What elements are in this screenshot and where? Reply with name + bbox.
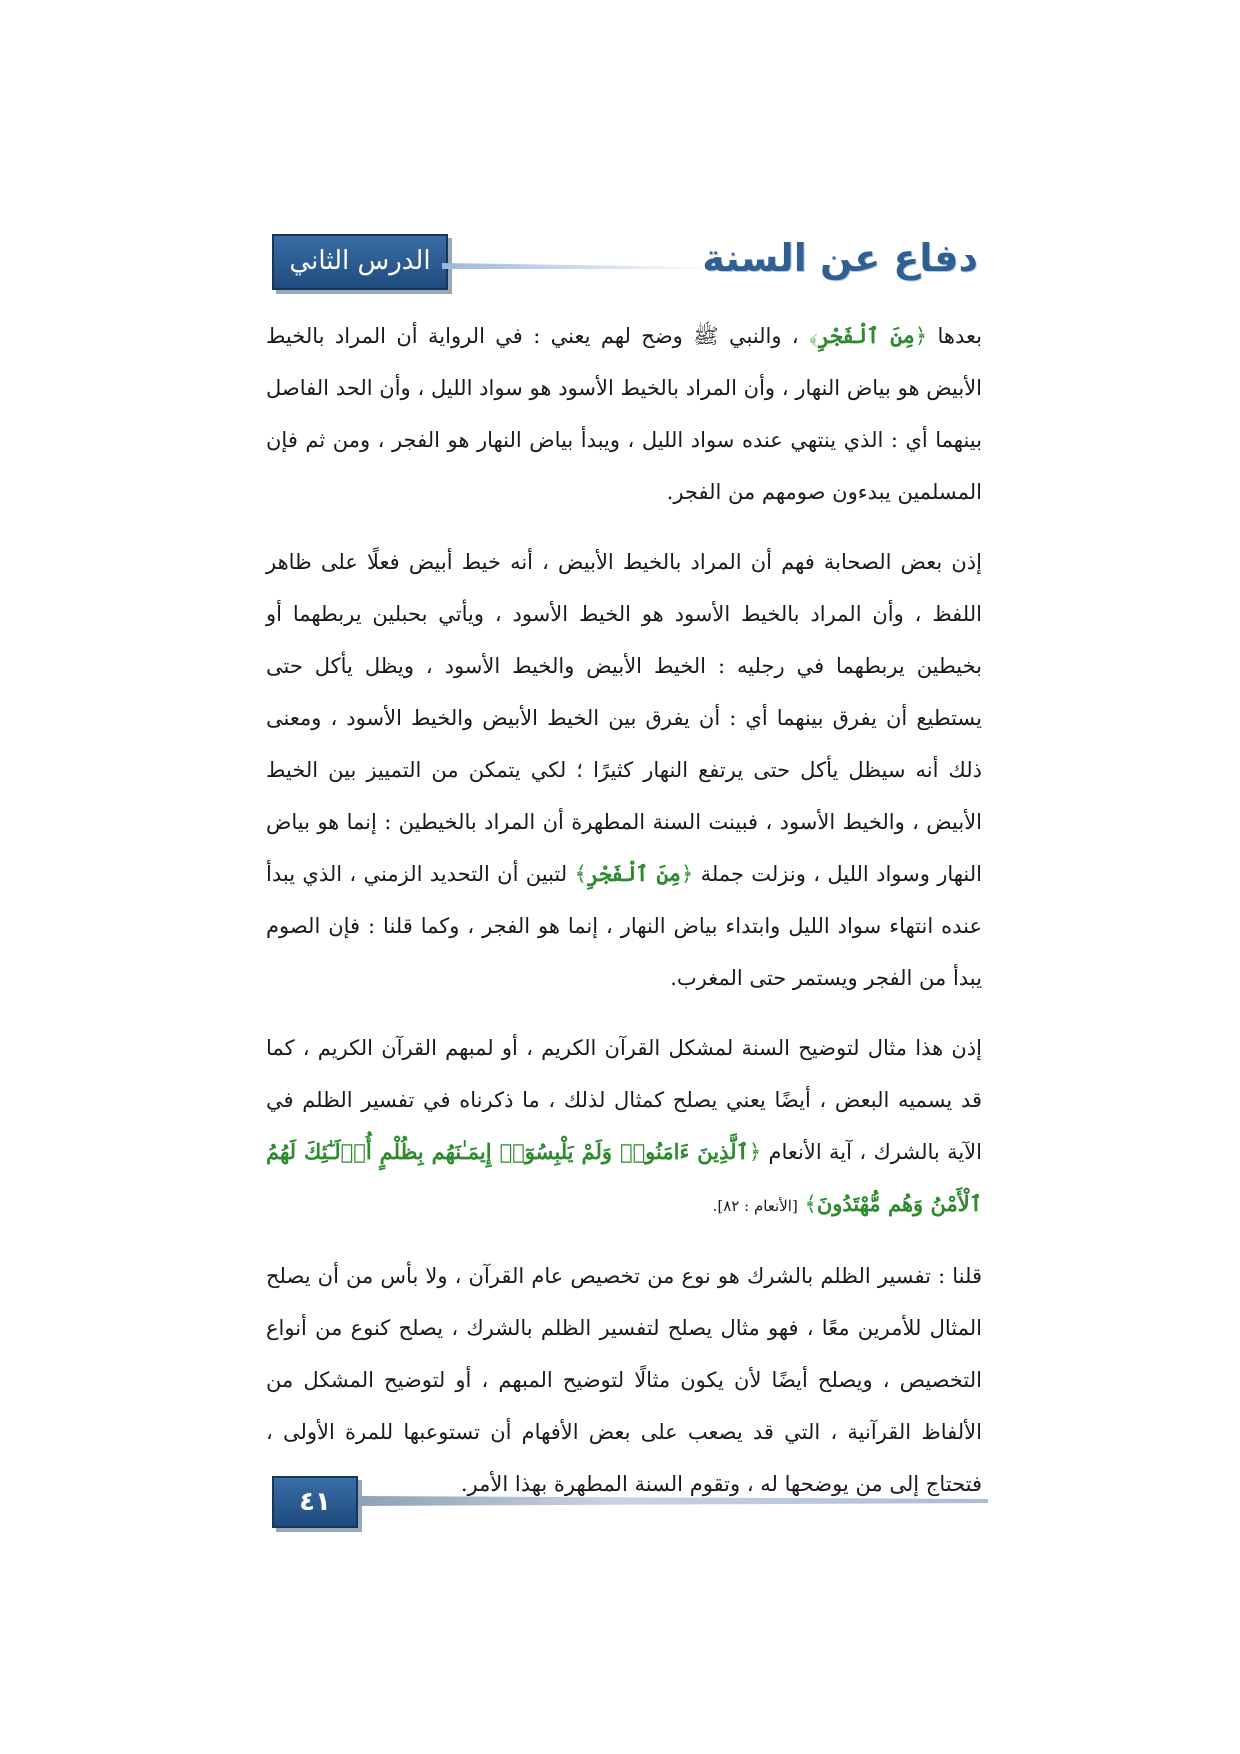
paragraph-2 xyxy=(266,536,982,1004)
paragraph-3 xyxy=(266,1022,982,1232)
book-title: دفاع عن السنة xyxy=(702,236,978,280)
paragraph-text xyxy=(798,1192,805,1216)
verse-open-bracket: ﴿ xyxy=(914,324,928,348)
paragraph-text: لتبين أن التحديد الزمني ، الذي يبدأ عنده انتهاء سواد الليل وابتداء بياض النهار ، إنما هو الفجر ، وكما قلنا : فإن الصوم يبدأ من الفجر ويستمر حتى المغرب. xyxy=(266,862,982,990)
page-header xyxy=(272,232,988,294)
paragraph-text: ، والنبي ﷺ وضح لهم يعني : في الرواية أن المراد بالخيط الأبيض هو بياض النهار ، وأن المراد بالخيط الأسود هو سواد الليل ، وأن الحد الفاصل بينهما أي : الذي ينتهي عنده سواد الليل ، ويبدأ بياض النهار هو الفجر ، ومن ثم فإن المسلمين يبدءون صومهم من الفجر. xyxy=(266,324,982,504)
page-content xyxy=(266,310,982,1528)
verse-close-bracket: ﴾ xyxy=(574,862,587,886)
paragraph-text: قلنا : تفسير الظلم بالشرك هو نوع من تخصيص عام القرآن ، ولا بأس من أن يصلح المثال للأمرين معًا ، فهو مثال يصلح لتفسير الظلم بالشرك ، يصلح كنوع من أنواع التخصيص ، ويصلح أيضًا لأن يكون مثالًا لتوضيح المبهم ، أو لتوضيح المشكل من الألفاظ القرآنية ، التي قد يصعب على بعض الأفهام أن تستوعبها للمرة الأولى ، فتحتاج إلى من يوضحها له ، وتقوم السنة المطهرة بهذا الأمر. xyxy=(266,1264,982,1496)
paragraph-text: إذن بعض الصحابة فهم أن المراد بالخيط الأبيض ، أنه خيط أبيض فعلًا على ظاهر اللفظ ، وأن المراد بالخيط الأسود هو الخيط الأسود ، ويأتي بحبلين يربطهما أو بخيطين يربطهما في رجليه : الخيط الأبيض والخيط الأسود ، ويظل يأكل حتى يستطيع أن يفرق بينهما أي : أن يفرق بين الخيط الأبيض والخيط الأسود ، ومعنى ذلك أنه سيظل يأكل حتى يرتفع النهار كثيرًا ؛ لكي يتمكن من التمييز بين الخيط الأبيض ، والخيط الأسود ، فبينت السنة المطهرة أن المراد بالخيطين : إنما هو بياض النهار وسواد الليل ، ونزلت جملة xyxy=(266,550,982,886)
quran-verse: ٱلَّذِينَ ءَامَنُوا۟ وَلَمْ يَلْبِسُوٓا۟ إِيمَـٰنَهُم بِظُلْمٍ أُو۟لَـٰٓئِكَ لَهُمُ ٱلْأَمْنُ وَهُم مُّهْتَدُونَ xyxy=(266,1139,982,1216)
page-footer xyxy=(272,1476,988,1528)
quran-verse: مِنَ ٱلْفَجْرِ xyxy=(817,323,915,348)
footer-divider xyxy=(358,1496,988,1506)
verse-reference: [الأنعام : ٨٢]. xyxy=(712,1197,798,1215)
header-divider xyxy=(442,263,712,269)
paragraph-text: بعدها xyxy=(927,324,982,348)
page-number: ٤١ xyxy=(272,1476,358,1528)
quran-verse: مِنَ ٱلْفَجْرِ xyxy=(586,861,681,886)
paragraph-4 xyxy=(266,1250,982,1510)
verse-close-bracket: ﴾ xyxy=(809,324,818,348)
lesson-badge: الدرس الثاني xyxy=(272,234,448,290)
paragraph-text: إذن هذا مثال لتوضيح السنة لمشكل القرآن الكريم ، أو لمبهم القرآن الكريم ، كما قد يسميه البعض ، أيضًا يعني يصلح كمثال لذلك ، ما ذكرناه في تفسير الظلم في الآية بالشرك ، آية الأنعام xyxy=(266,1036,982,1164)
verse-open-bracket: ﴿ xyxy=(748,1140,762,1164)
verse-close-bracket: ﴾ xyxy=(804,1192,817,1216)
paragraph-1 xyxy=(266,310,982,518)
verse-open-bracket: ﴿ xyxy=(680,862,694,886)
